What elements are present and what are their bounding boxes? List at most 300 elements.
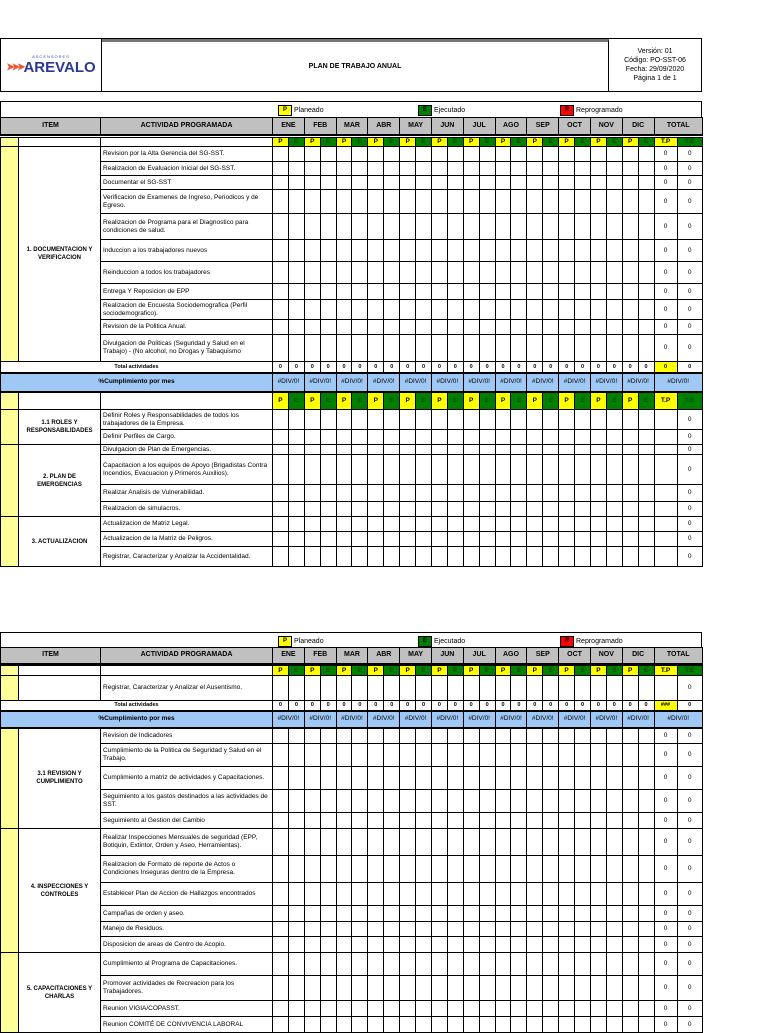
executed-cell[interactable] (543, 906, 559, 922)
planned-cell[interactable] (273, 300, 289, 320)
planned-cell[interactable] (273, 1017, 289, 1033)
executed-cell[interactable] (638, 502, 654, 517)
planned-cell[interactable] (368, 829, 384, 856)
executed-cell[interactable] (479, 517, 495, 532)
executed-cell[interactable] (511, 284, 527, 300)
executed-cell[interactable] (288, 1017, 304, 1033)
planned-cell[interactable] (622, 1017, 638, 1033)
planned-cell[interactable] (527, 455, 543, 485)
planned-cell[interactable] (273, 240, 289, 262)
planned-cell[interactable] (559, 430, 575, 445)
planned-cell[interactable] (463, 532, 479, 547)
planned-cell[interactable] (590, 455, 606, 485)
executed-cell[interactable] (638, 485, 654, 502)
planned-cell[interactable] (336, 485, 352, 502)
planned-cell[interactable] (463, 214, 479, 240)
executed-cell[interactable] (384, 1001, 400, 1017)
planned-cell[interactable] (495, 1017, 511, 1033)
executed-cell[interactable] (543, 410, 559, 430)
planned-cell[interactable] (559, 829, 575, 856)
planned-cell[interactable] (368, 883, 384, 906)
planned-cell[interactable] (431, 284, 447, 300)
executed-cell[interactable] (511, 162, 527, 176)
planned-cell[interactable] (622, 162, 638, 176)
planned-cell[interactable] (368, 906, 384, 922)
planned-cell[interactable] (304, 162, 320, 176)
executed-cell[interactable] (416, 147, 432, 162)
planned-cell[interactable] (304, 320, 320, 335)
planned-cell[interactable] (495, 445, 511, 455)
planned-cell[interactable] (622, 829, 638, 856)
planned-cell[interactable] (527, 430, 543, 445)
planned-cell[interactable] (590, 320, 606, 335)
planned-cell[interactable] (273, 502, 289, 517)
executed-cell[interactable] (511, 335, 527, 362)
planned-cell[interactable] (590, 214, 606, 240)
executed-cell[interactable] (575, 532, 591, 547)
planned-cell[interactable] (559, 502, 575, 517)
planned-cell[interactable] (590, 790, 606, 813)
planned-cell[interactable] (400, 883, 416, 906)
planned-cell[interactable] (527, 790, 543, 813)
executed-cell[interactable] (606, 1001, 622, 1017)
executed-cell[interactable] (384, 320, 400, 335)
executed-cell[interactable] (511, 856, 527, 883)
executed-cell[interactable] (479, 676, 495, 701)
planned-cell[interactable] (590, 445, 606, 455)
executed-cell[interactable] (479, 502, 495, 517)
planned-cell[interactable] (590, 176, 606, 190)
planned-cell[interactable] (304, 240, 320, 262)
executed-cell[interactable] (575, 922, 591, 937)
executed-cell[interactable] (479, 744, 495, 767)
planned-cell[interactable] (368, 147, 384, 162)
planned-cell[interactable] (622, 445, 638, 455)
planned-cell[interactable] (336, 320, 352, 335)
planned-cell[interactable] (368, 455, 384, 485)
planned-cell[interactable] (273, 430, 289, 445)
planned-cell[interactable] (368, 953, 384, 976)
executed-cell[interactable] (479, 176, 495, 190)
planned-cell[interactable] (527, 517, 543, 532)
planned-cell[interactable] (400, 430, 416, 445)
executed-cell[interactable] (288, 976, 304, 1001)
planned-cell[interactable] (559, 517, 575, 532)
executed-cell[interactable] (575, 430, 591, 445)
executed-cell[interactable] (638, 430, 654, 445)
executed-cell[interactable] (511, 547, 527, 567)
planned-cell[interactable] (463, 320, 479, 335)
executed-cell[interactable] (384, 262, 400, 284)
executed-cell[interactable] (288, 190, 304, 214)
planned-cell[interactable] (431, 335, 447, 362)
executed-cell[interactable] (320, 767, 336, 790)
planned-cell[interactable] (336, 214, 352, 240)
executed-cell[interactable] (543, 162, 559, 176)
planned-cell[interactable] (336, 147, 352, 162)
planned-cell[interactable] (368, 547, 384, 567)
planned-cell[interactable] (559, 320, 575, 335)
executed-cell[interactable] (320, 320, 336, 335)
executed-cell[interactable] (447, 300, 463, 320)
executed-cell[interactable] (479, 728, 495, 744)
executed-cell[interactable] (447, 728, 463, 744)
planned-cell[interactable] (368, 162, 384, 176)
planned-cell[interactable] (368, 767, 384, 790)
planned-cell[interactable] (336, 937, 352, 953)
planned-cell[interactable] (622, 856, 638, 883)
executed-cell[interactable] (384, 906, 400, 922)
executed-cell[interactable] (606, 829, 622, 856)
executed-cell[interactable] (288, 922, 304, 937)
planned-cell[interactable] (559, 410, 575, 430)
executed-cell[interactable] (416, 190, 432, 214)
executed-cell[interactable] (511, 1017, 527, 1033)
executed-cell[interactable] (511, 517, 527, 532)
planned-cell[interactable] (368, 790, 384, 813)
planned-cell[interactable] (304, 976, 320, 1001)
executed-cell[interactable] (288, 320, 304, 335)
executed-cell[interactable] (416, 728, 432, 744)
executed-cell[interactable] (352, 790, 368, 813)
planned-cell[interactable] (463, 162, 479, 176)
executed-cell[interactable] (384, 829, 400, 856)
executed-cell[interactable] (352, 937, 368, 953)
planned-cell[interactable] (336, 744, 352, 767)
executed-cell[interactable] (575, 813, 591, 829)
executed-cell[interactable] (543, 455, 559, 485)
planned-cell[interactable] (590, 937, 606, 953)
executed-cell[interactable] (479, 547, 495, 567)
executed-cell[interactable] (479, 485, 495, 502)
executed-cell[interactable] (606, 147, 622, 162)
planned-cell[interactable] (304, 262, 320, 284)
executed-cell[interactable] (638, 162, 654, 176)
executed-cell[interactable] (352, 829, 368, 856)
executed-cell[interactable] (352, 728, 368, 744)
executed-cell[interactable] (288, 445, 304, 455)
planned-cell[interactable] (368, 284, 384, 300)
executed-cell[interactable] (352, 410, 368, 430)
planned-cell[interactable] (622, 410, 638, 430)
executed-cell[interactable] (416, 1017, 432, 1033)
planned-cell[interactable] (304, 767, 320, 790)
executed-cell[interactable] (575, 829, 591, 856)
executed-cell[interactable] (352, 532, 368, 547)
planned-cell[interactable] (431, 430, 447, 445)
planned-cell[interactable] (527, 1001, 543, 1017)
planned-cell[interactable] (590, 922, 606, 937)
executed-cell[interactable] (352, 906, 368, 922)
planned-cell[interactable] (273, 190, 289, 214)
executed-cell[interactable] (543, 922, 559, 937)
planned-cell[interactable] (495, 1001, 511, 1017)
planned-cell[interactable] (431, 240, 447, 262)
planned-cell[interactable] (559, 190, 575, 214)
planned-cell[interactable] (336, 547, 352, 567)
planned-cell[interactable] (368, 676, 384, 701)
executed-cell[interactable] (575, 976, 591, 1001)
executed-cell[interactable] (416, 937, 432, 953)
planned-cell[interactable] (463, 190, 479, 214)
executed-cell[interactable] (447, 976, 463, 1001)
planned-cell[interactable] (304, 953, 320, 976)
planned-cell[interactable] (463, 744, 479, 767)
executed-cell[interactable] (447, 906, 463, 922)
executed-cell[interactable] (479, 147, 495, 162)
executed-cell[interactable] (575, 1001, 591, 1017)
executed-cell[interactable] (638, 335, 654, 362)
planned-cell[interactable] (463, 502, 479, 517)
executed-cell[interactable] (511, 485, 527, 502)
planned-cell[interactable] (495, 829, 511, 856)
executed-cell[interactable] (288, 335, 304, 362)
executed-cell[interactable] (638, 829, 654, 856)
planned-cell[interactable] (622, 300, 638, 320)
planned-cell[interactable] (368, 1001, 384, 1017)
planned-cell[interactable] (304, 1017, 320, 1033)
planned-cell[interactable] (400, 790, 416, 813)
executed-cell[interactable] (575, 906, 591, 922)
executed-cell[interactable] (320, 1017, 336, 1033)
planned-cell[interactable] (559, 922, 575, 937)
planned-cell[interactable] (273, 883, 289, 906)
executed-cell[interactable] (543, 744, 559, 767)
planned-cell[interactable] (336, 676, 352, 701)
executed-cell[interactable] (543, 502, 559, 517)
planned-cell[interactable] (495, 856, 511, 883)
planned-cell[interactable] (336, 300, 352, 320)
executed-cell[interactable] (575, 547, 591, 567)
executed-cell[interactable] (447, 320, 463, 335)
executed-cell[interactable] (416, 744, 432, 767)
planned-cell[interactable] (400, 502, 416, 517)
executed-cell[interactable] (543, 547, 559, 567)
executed-cell[interactable] (447, 502, 463, 517)
executed-cell[interactable] (543, 262, 559, 284)
executed-cell[interactable] (638, 176, 654, 190)
planned-cell[interactable] (495, 320, 511, 335)
planned-cell[interactable] (590, 883, 606, 906)
planned-cell[interactable] (590, 728, 606, 744)
planned-cell[interactable] (368, 937, 384, 953)
planned-cell[interactable] (273, 214, 289, 240)
executed-cell[interactable] (447, 410, 463, 430)
executed-cell[interactable] (575, 176, 591, 190)
executed-cell[interactable] (575, 214, 591, 240)
planned-cell[interactable] (273, 937, 289, 953)
executed-cell[interactable] (638, 190, 654, 214)
planned-cell[interactable] (527, 410, 543, 430)
planned-cell[interactable] (495, 430, 511, 445)
planned-cell[interactable] (495, 728, 511, 744)
executed-cell[interactable] (511, 300, 527, 320)
executed-cell[interactable] (416, 976, 432, 1001)
executed-cell[interactable] (288, 856, 304, 883)
executed-cell[interactable] (288, 410, 304, 430)
executed-cell[interactable] (384, 455, 400, 485)
planned-cell[interactable] (495, 883, 511, 906)
executed-cell[interactable] (479, 976, 495, 1001)
executed-cell[interactable] (288, 162, 304, 176)
executed-cell[interactable] (575, 320, 591, 335)
planned-cell[interactable] (400, 767, 416, 790)
planned-cell[interactable] (368, 335, 384, 362)
executed-cell[interactable] (320, 829, 336, 856)
executed-cell[interactable] (511, 829, 527, 856)
planned-cell[interactable] (590, 829, 606, 856)
planned-cell[interactable] (273, 262, 289, 284)
planned-cell[interactable] (273, 162, 289, 176)
executed-cell[interactable] (606, 190, 622, 214)
planned-cell[interactable] (527, 767, 543, 790)
planned-cell[interactable] (495, 176, 511, 190)
executed-cell[interactable] (638, 410, 654, 430)
planned-cell[interactable] (590, 953, 606, 976)
planned-cell[interactable] (590, 284, 606, 300)
planned-cell[interactable] (368, 502, 384, 517)
planned-cell[interactable] (527, 922, 543, 937)
planned-cell[interactable] (559, 300, 575, 320)
planned-cell[interactable] (622, 532, 638, 547)
planned-cell[interactable] (495, 240, 511, 262)
executed-cell[interactable] (288, 176, 304, 190)
executed-cell[interactable] (416, 300, 432, 320)
planned-cell[interactable] (559, 856, 575, 883)
executed-cell[interactable] (575, 744, 591, 767)
executed-cell[interactable] (352, 147, 368, 162)
executed-cell[interactable] (638, 906, 654, 922)
planned-cell[interactable] (304, 728, 320, 744)
planned-cell[interactable] (336, 517, 352, 532)
executed-cell[interactable] (352, 335, 368, 362)
executed-cell[interactable] (447, 147, 463, 162)
executed-cell[interactable] (638, 147, 654, 162)
executed-cell[interactable] (320, 790, 336, 813)
executed-cell[interactable] (479, 790, 495, 813)
executed-cell[interactable] (320, 162, 336, 176)
executed-cell[interactable] (384, 790, 400, 813)
executed-cell[interactable] (447, 883, 463, 906)
executed-cell[interactable] (447, 430, 463, 445)
planned-cell[interactable] (304, 813, 320, 829)
planned-cell[interactable] (400, 335, 416, 362)
planned-cell[interactable] (590, 430, 606, 445)
planned-cell[interactable] (463, 922, 479, 937)
executed-cell[interactable] (384, 190, 400, 214)
planned-cell[interactable] (559, 676, 575, 701)
executed-cell[interactable] (543, 147, 559, 162)
planned-cell[interactable] (431, 937, 447, 953)
executed-cell[interactable] (638, 953, 654, 976)
planned-cell[interactable] (400, 190, 416, 214)
executed-cell[interactable] (479, 410, 495, 430)
planned-cell[interactable] (431, 953, 447, 976)
executed-cell[interactable] (384, 335, 400, 362)
planned-cell[interactable] (463, 906, 479, 922)
planned-cell[interactable] (336, 335, 352, 362)
planned-cell[interactable] (463, 856, 479, 883)
executed-cell[interactable] (543, 829, 559, 856)
executed-cell[interactable] (416, 502, 432, 517)
executed-cell[interactable] (638, 445, 654, 455)
executed-cell[interactable] (479, 300, 495, 320)
planned-cell[interactable] (527, 906, 543, 922)
planned-cell[interactable] (622, 190, 638, 214)
planned-cell[interactable] (368, 744, 384, 767)
planned-cell[interactable] (527, 485, 543, 502)
planned-cell[interactable] (368, 813, 384, 829)
executed-cell[interactable] (288, 767, 304, 790)
executed-cell[interactable] (288, 728, 304, 744)
executed-cell[interactable] (416, 953, 432, 976)
executed-cell[interactable] (511, 883, 527, 906)
planned-cell[interactable] (368, 214, 384, 240)
planned-cell[interactable] (527, 502, 543, 517)
planned-cell[interactable] (431, 767, 447, 790)
planned-cell[interactable] (336, 262, 352, 284)
executed-cell[interactable] (511, 790, 527, 813)
planned-cell[interactable] (336, 976, 352, 1001)
planned-cell[interactable] (431, 262, 447, 284)
executed-cell[interactable] (575, 937, 591, 953)
executed-cell[interactable] (575, 445, 591, 455)
planned-cell[interactable] (431, 813, 447, 829)
executed-cell[interactable] (606, 517, 622, 532)
executed-cell[interactable] (543, 790, 559, 813)
planned-cell[interactable] (527, 335, 543, 362)
executed-cell[interactable] (288, 547, 304, 567)
planned-cell[interactable] (463, 300, 479, 320)
executed-cell[interactable] (606, 532, 622, 547)
planned-cell[interactable] (622, 517, 638, 532)
executed-cell[interactable] (511, 906, 527, 922)
planned-cell[interactable] (527, 320, 543, 335)
executed-cell[interactable] (352, 455, 368, 485)
executed-cell[interactable] (606, 214, 622, 240)
executed-cell[interactable] (320, 744, 336, 767)
planned-cell[interactable] (622, 976, 638, 1001)
planned-cell[interactable] (336, 767, 352, 790)
planned-cell[interactable] (527, 284, 543, 300)
planned-cell[interactable] (304, 744, 320, 767)
planned-cell[interactable] (590, 240, 606, 262)
planned-cell[interactable] (463, 1001, 479, 1017)
planned-cell[interactable] (273, 790, 289, 813)
executed-cell[interactable] (352, 1017, 368, 1033)
planned-cell[interactable] (368, 728, 384, 744)
planned-cell[interactable] (304, 937, 320, 953)
executed-cell[interactable] (416, 284, 432, 300)
planned-cell[interactable] (368, 485, 384, 502)
executed-cell[interactable] (352, 1001, 368, 1017)
planned-cell[interactable] (559, 214, 575, 240)
planned-cell[interactable] (400, 906, 416, 922)
executed-cell[interactable] (320, 262, 336, 284)
executed-cell[interactable] (543, 176, 559, 190)
planned-cell[interactable] (304, 517, 320, 532)
executed-cell[interactable] (416, 883, 432, 906)
executed-cell[interactable] (606, 284, 622, 300)
executed-cell[interactable] (638, 214, 654, 240)
planned-cell[interactable] (590, 1001, 606, 1017)
planned-cell[interactable] (273, 517, 289, 532)
executed-cell[interactable] (479, 335, 495, 362)
executed-cell[interactable] (511, 1001, 527, 1017)
executed-cell[interactable] (447, 676, 463, 701)
executed-cell[interactable] (575, 240, 591, 262)
planned-cell[interactable] (336, 1001, 352, 1017)
